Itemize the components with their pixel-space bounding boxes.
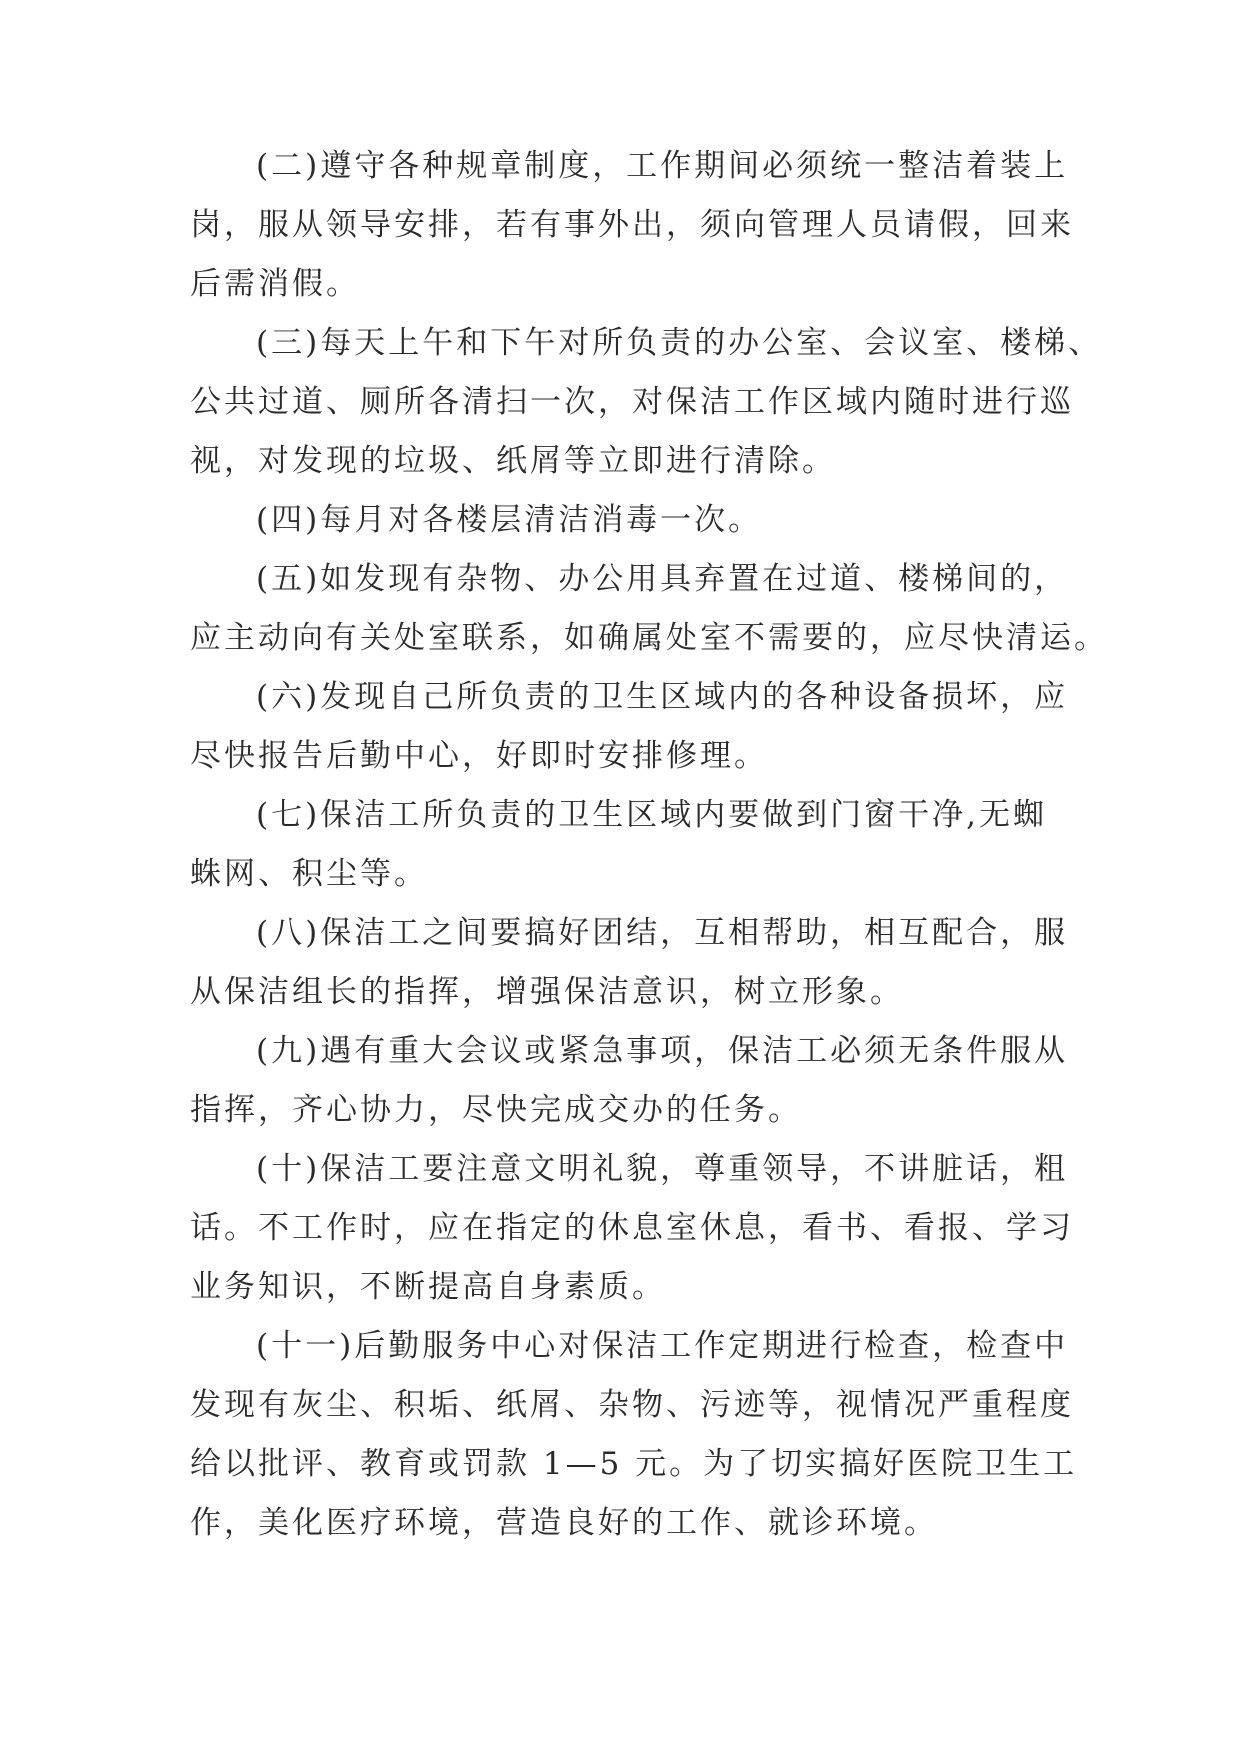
paragraph-2-line-1: (二)遵守各种规章制度，工作期间必须统一整洁着装上 bbox=[256, 148, 1069, 184]
paragraph-11-line-4: 作，美化医疗环境，营造良好的工作、就诊环境。 bbox=[190, 1505, 938, 1541]
paragraph-3-line-1: (三)每天上午和下午对所负责的办公室、会议室、楼梯、 bbox=[256, 325, 1103, 361]
paragraph-3-line-2: 公共过道、厕所各清扫一次，对保洁工作区域内随时进行巡 bbox=[190, 384, 1074, 420]
paragraph-11-line-2: 发现有灰尘、积垢、纸屑、杂物、污迹等，视情况严重程度 bbox=[190, 1387, 1074, 1423]
paragraph-3-line-3: 视，对发现的垃圾、纸屑等立即进行清除。 bbox=[190, 443, 836, 479]
paragraph-8-line-2: 从保洁组长的指挥，增强保洁意识，树立形象。 bbox=[190, 974, 904, 1010]
paragraph-6-line-2: 尽快报告后勤中心，好即时安排修理。 bbox=[190, 738, 768, 774]
paragraph-4-line-1: (四)每月对各楼层清洁消毒一次。 bbox=[256, 502, 763, 538]
paragraph-11-line-1: (十一)后勤服务中心对保洁工作定期进行检查，检查中 bbox=[256, 1328, 1069, 1364]
paragraph-2-line-2: 岗，服从领导安排，若有事外出，须向管理人员请假，回来 bbox=[190, 207, 1074, 243]
paragraph-11-line-3: 给以批评、教育或罚款 1—5 元。为了切实搞好医院卫生工 bbox=[190, 1446, 1078, 1482]
paragraph-5-line-1: (五)如发现有杂物、办公用具弃置在过道、楼梯间的， bbox=[256, 561, 1069, 597]
paragraph-9-line-1: (九)遇有重大会议或紧急事项，保洁工必须无条件服从 bbox=[256, 1033, 1069, 1069]
paragraph-8-line-1: (八)保洁工之间要搞好团结，互相帮助，相互配合，服 bbox=[256, 915, 1069, 951]
paragraph-10-line-1: (十)保洁工要注意文明礼貌，尊重领导，不讲脏话，粗 bbox=[256, 1151, 1069, 1187]
paragraph-7-line-1: (七)保洁工所负责的卫生区域内要做到门窗干净,无蜘 bbox=[256, 797, 1048, 833]
paragraph-7-line-2: 蛛网、积尘等。 bbox=[190, 856, 428, 892]
paragraph-5-line-2: 应主动向有关处室联系，如确属处室不需要的，应尽快清运。 bbox=[190, 620, 1108, 656]
paragraph-2-line-3: 后需消假。 bbox=[190, 266, 360, 302]
paragraph-10-line-3: 业务知识，不断提高自身素质。 bbox=[190, 1269, 666, 1305]
paragraph-10-line-2: 话。不工作时，应在指定的休息室休息，看书、看报、学习 bbox=[190, 1210, 1074, 1246]
paragraph-9-line-2: 指挥，齐心协力，尽快完成交办的任务。 bbox=[190, 1092, 802, 1128]
paragraph-6-line-1: (六)发现自己所负责的卫生区域内的各种设备损坏，应 bbox=[256, 679, 1069, 715]
